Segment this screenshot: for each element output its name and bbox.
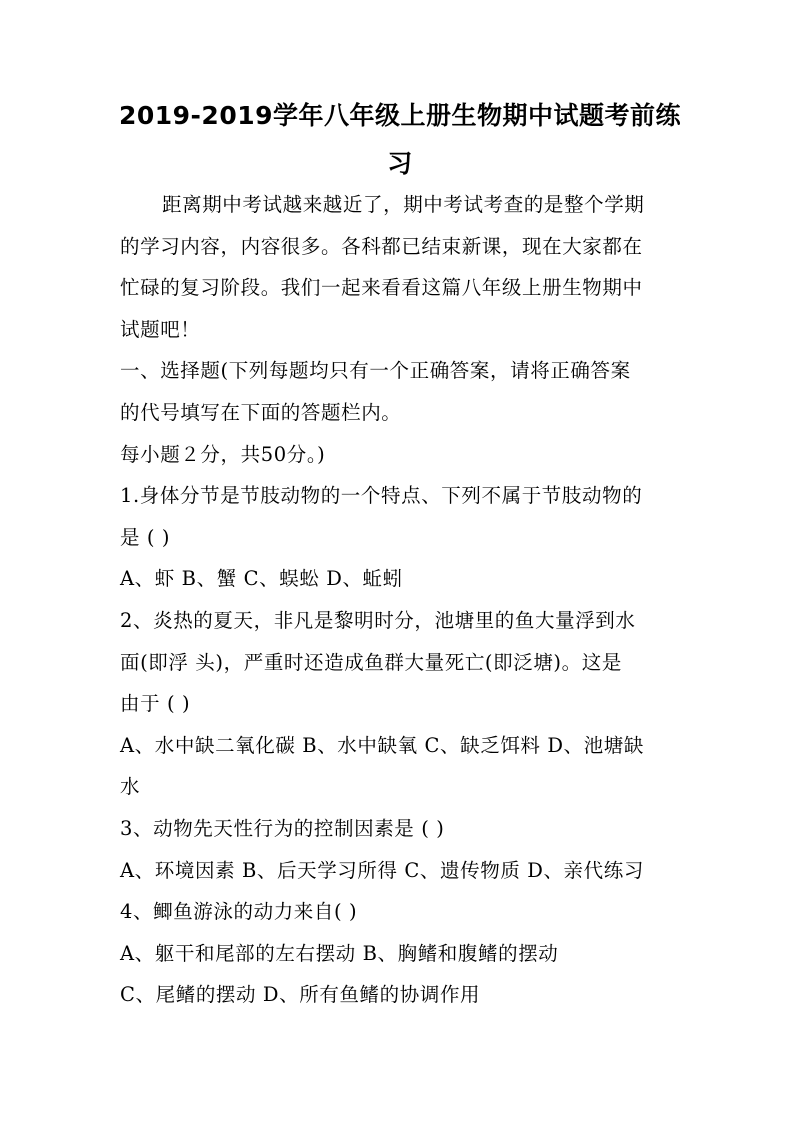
answer-options-line: A、水中缺二氧化碳 B、水中缺氧 C、缺乏饵料 D、池塘缺 (120, 733, 644, 757)
answer-options-line: A、躯干和尾部的左右摆动 B、胸鳍和腹鳍的摆动 (120, 941, 559, 965)
section-heading-line: 的代号填写在下面的答题栏内。 (120, 400, 402, 424)
document-body (120, 184, 680, 1016)
answer-options-line: A、虾 B、蟹 C、蜈蚣 D、蚯蚓 (120, 567, 403, 591)
title-line-2: 习 (387, 149, 413, 178)
question-line: 1.身体分节是节肢动物的一个特点、下列不属于节肢动物的 (120, 484, 643, 508)
question-line: 面(即浮 头)，严重时还造成鱼群大量死亡(即泛塘)。这是 (120, 650, 622, 674)
title-line-1: 2019-2019学年八年级上册生物期中试题考前练 (118, 101, 682, 130)
answer-options-line: A、环境因素 B、后天学习所得 C、遗传物质 D、亲代练习 (120, 858, 644, 882)
answer-options-line: C、尾鳍的摆动 D、所有鱼鳍的协调作用 (120, 983, 481, 1007)
question-line: 由于 ( ) (120, 692, 191, 716)
intro-line: 忙碌的复习阶段。我们一起来看看这篇八年级上册生物期中 (120, 276, 643, 300)
intro-line: 试题吧！ (120, 317, 201, 341)
question-line: 3、动物先天性行为的控制因素是 ( ) (120, 816, 445, 840)
section-heading-line: 一、选择题(下列每题均只有一个正确答案，请将正确答案 (120, 359, 631, 383)
question-line: 2、炎热的夏天，非凡是黎明时分，池塘里的鱼大量浮到水 (120, 608, 636, 632)
question-line: 是 ( ) (120, 525, 171, 549)
question-line: 4、鲫鱼游泳的动力来自( ) (120, 900, 358, 924)
document-title (100, 92, 700, 188)
intro-line: 距离期中考试越来越近了，期中考试考查的是整个学期 (162, 193, 645, 216)
answer-options-line: 水 (120, 775, 141, 799)
section-heading-line: 每小题２分，共50分。) (120, 442, 326, 466)
intro-line: 的学习内容，内容很多。各科都已结束新课，现在大家都在 (120, 234, 643, 258)
